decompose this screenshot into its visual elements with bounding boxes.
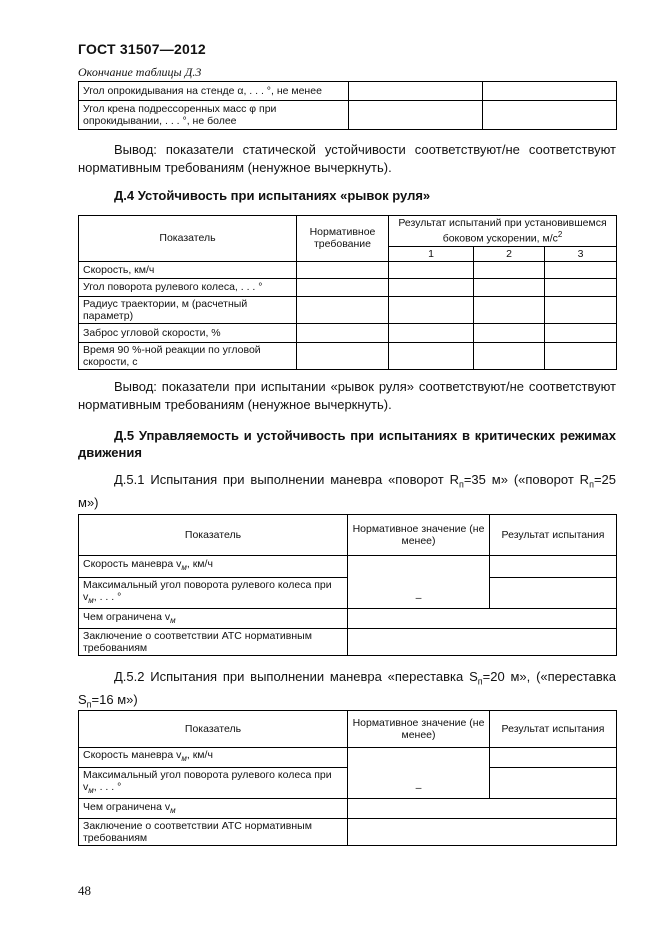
table-row: [79, 556, 617, 578]
row-label: [79, 609, 348, 629]
row-label: Заброс угловой скорости, %: [79, 323, 297, 342]
col-header-norm: Нормативное требование: [297, 216, 389, 262]
sub-col-3: 3: [545, 246, 617, 261]
value-cell: [483, 82, 617, 101]
intro-sub: п: [477, 676, 483, 687]
page-number: 48: [78, 883, 91, 898]
dash-cell: –: [348, 556, 490, 609]
label-unit: , км/ч: [186, 749, 213, 762]
intro-sub: п: [458, 479, 464, 490]
col-header-indicator: Показатель: [79, 216, 297, 262]
table-row: [79, 629, 617, 656]
row-label: [79, 578, 348, 609]
col-header-indicator: Показатель: [79, 711, 348, 748]
row-label: Радиус траектории, м (расчетный параметр): [79, 296, 297, 323]
row-label: Заключение о соответствии АТС нормативным требованиям: [79, 629, 348, 656]
label-sub: м: [181, 754, 187, 764]
intro-sub: п: [86, 699, 92, 710]
value-cell: [349, 101, 483, 130]
section-d4-title: Д.4 Устойчивость при испытаниях «рывок руля»: [114, 188, 431, 203]
results-header-text: Результат испытаний при установившемся боковом ускорении, м/с: [398, 217, 607, 245]
results-header-sup: 2: [557, 230, 563, 239]
label-sub: м: [88, 596, 94, 606]
table-continuation-label: Окончание таблицы Д.3: [78, 65, 202, 79]
standard-title: ГОСТ 31507—2012: [78, 41, 206, 57]
sub-col-1: 1: [389, 246, 474, 261]
table-row: [79, 296, 617, 323]
intro-part: =20 м», («переставка S: [78, 669, 616, 707]
conclusion-static: [78, 141, 616, 177]
col-header-results: [389, 216, 617, 247]
conclusion-d4: [78, 378, 616, 414]
table-d51: [78, 514, 617, 656]
label-unit: , км/ч: [186, 558, 213, 571]
section-d5-title: [78, 427, 616, 461]
col-header-result: Результат испытания: [490, 515, 617, 556]
label-unit: , . . . °: [93, 781, 122, 793]
table-d52: [78, 710, 617, 846]
table-row: [79, 799, 617, 819]
label-sub: м: [170, 615, 176, 625]
table-row: [79, 609, 617, 629]
row-label: Угол крена подрессоренных масс φ при опрокидывании, . . . °, не более: [79, 101, 349, 130]
col-header-indicator: Показатель: [79, 515, 348, 556]
intro-part: =16 м»): [91, 691, 138, 707]
row-label: Время 90 %-ной реакции по угловой скорости, с: [79, 342, 297, 369]
row-label: [79, 556, 348, 578]
table-d3-end: [78, 81, 617, 130]
label-text: Чем ограничена v: [83, 800, 171, 813]
conclusion-text: Вывод: показатели статической устойчивости соответствуют/не соответствуют нормативным требованиям (ненужное вычеркнуть).: [78, 142, 616, 175]
table-row: [79, 101, 617, 130]
value-cell: [349, 82, 483, 101]
intro-sub: п: [589, 479, 594, 490]
col-header-norm: Нормативное значение (не менее): [348, 711, 490, 748]
row-label: [79, 768, 348, 799]
intro-part: =25 м»): [78, 472, 616, 510]
row-label: [79, 748, 348, 768]
row-label: Заключение о соответствии АТС нормативным требованиям: [79, 819, 348, 846]
table-row: [79, 278, 617, 296]
label-text: Чем ограничена v: [83, 610, 171, 623]
label-unit: , . . . °: [93, 591, 122, 603]
row-label: Угол опрокидывания на стенде α, . . . °, не менее: [79, 82, 349, 101]
label-text: Скорость маневра v: [83, 749, 182, 762]
col-header-result: Результат испытания: [490, 711, 617, 748]
intro-part: Д.5.2 Испытания при выполнении маневра «переставка S: [114, 669, 478, 684]
table-d4: [78, 215, 617, 370]
table-row: [79, 342, 617, 369]
conclusion-text: Вывод: показатели при испытании «рывок руля» соответствуют/не соответствуют нормативным требованиям (ненужное вычеркнуть).: [78, 379, 616, 412]
subsection-d51-intro: [78, 471, 616, 512]
row-label: Скорость, км/ч: [79, 261, 297, 278]
row-label: [79, 799, 348, 819]
intro-part: Д.5.1 Испытания при выполнении маневра «поворот R: [114, 472, 459, 487]
dash-cell: –: [348, 748, 490, 799]
value-cell: [483, 101, 617, 130]
label-sub: м: [181, 563, 187, 573]
table-row: [79, 261, 617, 278]
section-d5-title-text: Д.5 Управляемость и устойчивость при испытаниях в критических режимах движения: [78, 428, 616, 460]
label-text: Максимальный угол поворота рулевого колеса при v: [83, 579, 332, 603]
row-label: Угол поворота рулевого колеса, . . . °: [79, 278, 297, 296]
table-row: [79, 82, 617, 101]
label-sub: м: [88, 786, 94, 796]
table-row: [79, 323, 617, 342]
table-row: [79, 819, 617, 846]
intro-part: =35 м» («поворот R: [463, 472, 590, 487]
label-text: Скорость маневра v: [83, 558, 182, 571]
col-header-norm: Нормативное значение (не менее): [348, 515, 490, 556]
table-row: [79, 748, 617, 768]
subsection-d52-intro: [78, 668, 616, 713]
label-sub: м: [170, 805, 176, 815]
sub-col-2: 2: [474, 246, 545, 261]
label-text: Максимальный угол поворота рулевого колеса при v: [83, 769, 332, 793]
